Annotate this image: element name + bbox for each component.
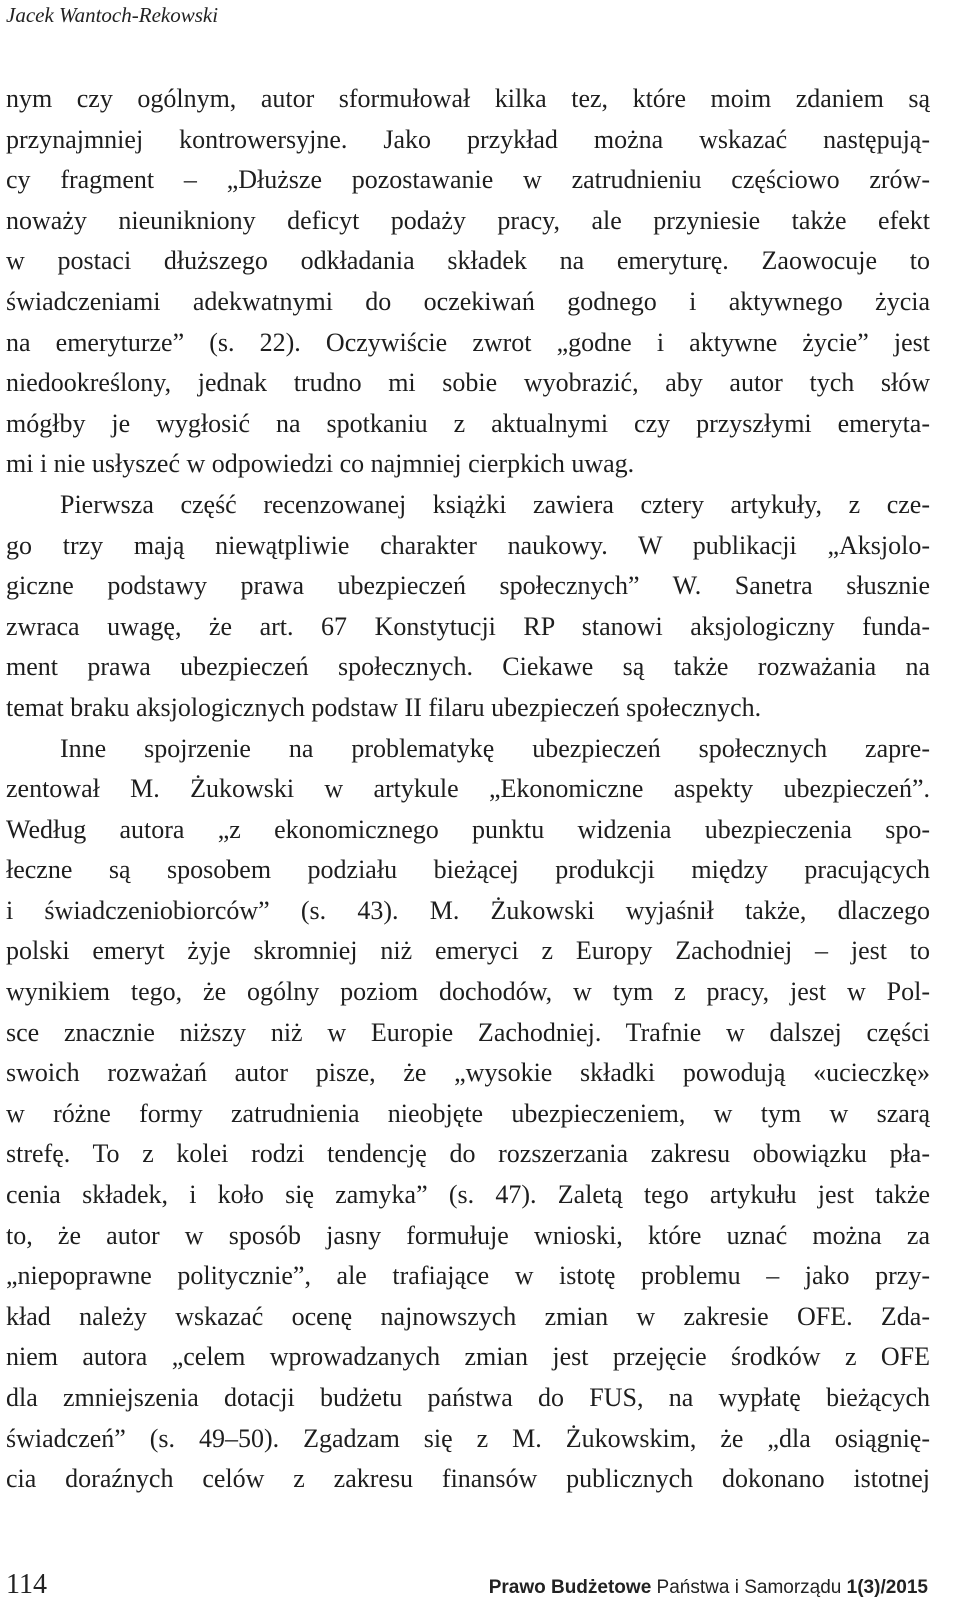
text-line: ment prawa ubezpieczeń społecznych. Ciekawe są także rozważania na [6,652,930,682]
text-line: Pierwsza część recenzowanej książki zawiera cztery artykuły, z cze- [60,489,930,519]
text-line: go trzy mają niewątpliwie charakter naukowy. W publikacji „Aksjolo- [6,530,930,560]
text-line: zentował M. Żukowski w artykule „Ekonomiczne aspekty ubezpieczeń”. [6,774,930,804]
text-line: cenia składek, i koło się zamyka” (s. 47). Zaletą tego artykułu jest także [6,1180,930,1210]
text-line: dla zmniejszenia dotacji budżetu państwa do FUS, na wypłatę bieżących [6,1383,930,1412]
text-line: przynajmniej kontrowersyjne. Jako przykład można wskazać następują- [6,124,930,154]
text-line: giczne podstawy prawa ubezpieczeń społecznych” W. Sanetra słusznie [6,571,930,601]
text-line: w postaci dłuższego odkładania składek na emeryturę. Zaowocuje to [6,246,930,276]
text-line: i świadczeniobiorców” (s. 43). M. Żukowski wyjaśnił także, dlaczego [6,895,930,925]
journal-issue: 1(3)/2015 [846,1577,928,1598]
text-line: niem autora „celem wprowadzanych zmian jest przejęcie środków z OFE [6,1342,930,1372]
text-line: noważy nieunikniony deficyt podaży pracy, ale przyniesie także efekt [6,205,930,235]
running-head-author: Jacek Wantoch-Rekowski [6,3,219,27]
text-line: polski emeryt żyje skromniej niż emeryci z Europy Zachodniej – jest to [6,936,930,966]
page-number: 114 [6,1569,47,1600]
text-line: świadczeń” (s. 49–50). Zgadzam się z M. Żukowskim, że „dla osiągnię- [6,1423,930,1453]
text-line: cia doraźnych celów z zakresu finansów publicznych dokonano istotnej [6,1464,930,1494]
page-footer [0,1568,960,1604]
text-line: w różne formy zatrudnienia nieobjęte ubezpieczeniem, w tym w szarą [6,1098,930,1128]
text-line: strefę. To z kolei rodzi tendencję do rozszerzania zakresu obowiązku pła- [6,1139,930,1169]
text-line: kład należy wskazać ocenę najnowszych zmian w zakresie OFE. Zda- [6,1301,930,1331]
text-line: zwraca uwagę, że art. 67 Konstytucji RP stanowi aksjologiczny funda- [6,611,930,641]
text-line: nym czy ogólnym, autor sformułował kilka tez, które moim zdaniem są [6,84,930,113]
article-body [6,79,930,1500]
text-line: Według autora „z ekonomicznego punktu widzenia ubezpieczenia spo- [6,814,930,844]
journal-name-light: Państwa i Samorządu [656,1577,842,1598]
text-line: Inne spojrzenie na problematykę ubezpieczeń społecznych zapre- [60,733,930,763]
text-line: swoich rozważań autor pisze, że „wysokie składki powodują «ucieczkę» [6,1058,930,1088]
text-line: mi i nie usłyszeć w odpowiedzi co najmniej cierpkich uwag. [6,449,635,479]
text-line: świadczeniami adekwatnymi do oczekiwań godnego i aktywnego życia [6,286,930,316]
text-line: cy fragment – „Dłuższe pozostawanie w zatrudnieniu częściowo zrów- [6,165,930,195]
journal-name-bold: Prawo Budżetowe [488,1577,652,1598]
text-line: to, że autor w sposób jasny formułuje wnioski, które uznać można za [6,1220,930,1250]
text-line: sce znacznie niższy niż w Europie Zachodniej. Trafnie w dalszej części [6,1017,930,1047]
text-line: na emeryturze” (s. 22). Oczywiście zwrot „godne i aktywne życie” jest [6,327,930,357]
text-line: mógłby je wygłosić na spotkaniu z aktualnymi czy przyszłymi emeryta- [6,408,930,438]
text-line: łeczne są sposobem podziału bieżącej produkcji między pracujących [6,855,930,885]
text-line: niedookreślony, jednak trudno mi sobie wyobrazić, aby autor tych słów [6,368,930,398]
text-line: temat braku aksjologicznych podstaw II filaru ubezpieczeń społecznych. [6,692,762,722]
text-line: wynikiem tego, że ogólny poziom dochodów, w tym z pracy, jest w Pol- [6,977,930,1007]
journal-title [489,1576,928,1600]
text-line: „niepoprawne politycznie”, ale trafiające w istotę problemu – jako przy- [6,1261,930,1291]
